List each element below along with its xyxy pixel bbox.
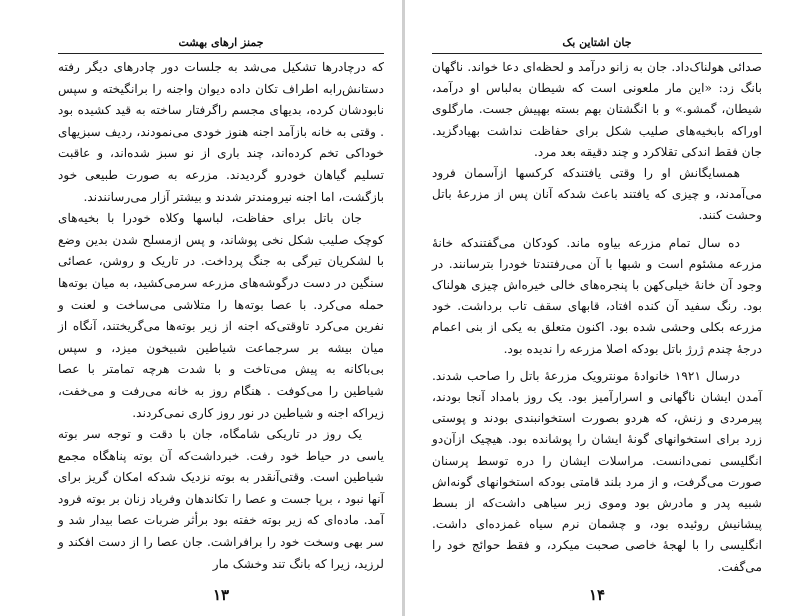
- right-page: [432, 0, 762, 616]
- right-running-header: جان اشتاین بک: [562, 36, 632, 49]
- book-gutter: [402, 0, 405, 616]
- left-paragraph-3: یک روز در تاریکی شامگاه، جان با دقت و توجه سر بوته یاسی در حیاط خود رفت. خبرداشت‌که آن بوته پناهگاه مجمع شیاطین است. وقتی‌آنقدر به بوته نزدیک شدکه امکان گریز برای آنها نبود ، برپا جست و عصا را تکاندهان وفریاد زنان بر بوته فرود آمد. ماده‌ای که زیر بوته خفته بود برأثر ضربات عصا بیدار شد و سر بهی وسخت خود را برافراشت. جان عصا را از دست افکند و لرزید، زیرا که بانگ تند وخشک مار: [58, 427, 384, 571]
- right-header-rule: [432, 53, 762, 54]
- left-page: [58, 0, 384, 616]
- left-paragraph-1: که درچادرها تشکیل می‌شد به جلسات دور چادرهای دیگر رفته دستانش‌رابه اطراف تکان داده دیوان واجنه را برانگیخته و سپس نابودشان کرده، بدیهای مجسم راگرفتار ساخته به قید کشیده بود . وقتی به خانه بازآمد اجنه هنوز خودی می‌نمودند، ردیف سبزیهای خوداکی تخم کرده‌اند، چند باری از نو سبز شده‌اند، و عاقبت تسلیم گیاهان خودرو گردیدند. مزرعه به صورت طبیعی خود بازگشت، اما اجنه نیرومندتر شدند و بیشتر آزار می‌رسانندند.: [58, 60, 384, 204]
- left-header-rule: [58, 53, 384, 54]
- right-paragraph-3: ده سال تمام مزرعه بیاوه ماند. کودکان می‌گفتندکه خانهٔ مزرعه مشئوم است و شبها با آن می‌رفتندتا خودرا بترسانند. در وجود آن خانهٔ خیلی‌کهن با پنجره‌های خالی خیره‌اش چیزی هولناک بود. رنگ سفید آن کنده افتاد، قابهای سقف تاب برداشت. خود مزرعه بکلی وحشی شده بود. اکنون متعلق به یکی از بنی اعمام درجهٔ چندم ژرژ باتل بودکه اصلا مزرعه را ندیده بود.: [432, 235, 762, 356]
- right-paragraph-2: همسایگانش او را وقتی یافتند‌که کرکسها ازآسمان فرود می‌آمدند، و چیزی که یافتند باعث شد‌که آنان پس از مزرعهٔ باتل وحشت کنند.: [432, 166, 762, 223]
- right-page-number: ۱۴: [588, 586, 606, 604]
- right-body-text: [432, 57, 762, 578]
- right-paragraph-4: درسال ۱۹۲۱ خانوادهٔ مونترویک مزرعهٔ باتل را صاحب شدند. آمدن ایشان ناگهانی و اسرارآمیز بود. یک روز بامداد آنجا بودند، پیرمردی و زنش، که هردو بصورت استخوانبندی بودند و پوستی زرد برای استخوانهای گونهٔ ایشان را پوشانده بود. هیچیک ازآن‌دو انگلیسی نمی‌دانست. مراسلات ایشان را دره توسط پرسنان صورت می‌گرفت، و از مرد بلند قامتی بودکه استخوانهای گونه‌اش شبیه پدر و مادرش بود وموی زبر سیاهی داشت‌که از بسط پیشانیش روئیده بود، و چشمان نرم سیاه غمزده‌ای داشت. انگلیسی را با لهجهٔ خاصی صحبت میکرد، و فقط حوائج خود را می‌گفت.: [432, 368, 762, 574]
- left-running-header: جمنز ارهای بهشت: [178, 36, 264, 49]
- left-body-text: [58, 57, 384, 575]
- right-paragraph-1: صدائی هولناک‌داد. جان به زانو درآمد و لحظه‌ای دعا خواند. ناگهان بانگ زد: «این مار ملعونی است که شیطان به‌لباس او درآمد، شیطان، گمشو.» و با انگشتان بهم بسته بهپیش جست. مارگلوی اوراکه بابخیه‌های صلیب شکل برای حفاظت نداشت بهیادگزید. جان فقط اندکی تقلاکرد و چند دقیقه بعد مرد.: [432, 60, 762, 159]
- left-paragraph-2: جان باتل برای حفاظت، لباسها وکلاه خودرا با بخیه‌های کوچک صلیب شکل نخی پوشاند، و پس ازمسلح شدن بدین وضع با لشکریان تیرگی به جنگ پرداخت. در تاریک و روشن، عصائی سنگین در دست درگوشه‌های مزرعه سرمی‌کشید، به میان بوته‌ها حمله می‌کرد. با عصا بوته‌ها را متلاشی می‌ساخت و لعنت و نفرین می‌کرد تاوقتی‌که اجنه از زیر بوته‌ها می‌گریختند، آنگاه از میان بیشه بر سرجماعت شیاطین شبیخون میزد، و سپس بی‌باکانه به پیش می‌تاخت و با شدت هرچه تمامتر با عصا شیاطین را می‌کوفت . هنگام روز به خانه می‌رفت و می‌خفت، زیراکه اجنه و شیاطین در نور روز کاری نمی‌کردند.: [58, 211, 384, 420]
- left-page-number: ۱۳: [212, 586, 230, 604]
